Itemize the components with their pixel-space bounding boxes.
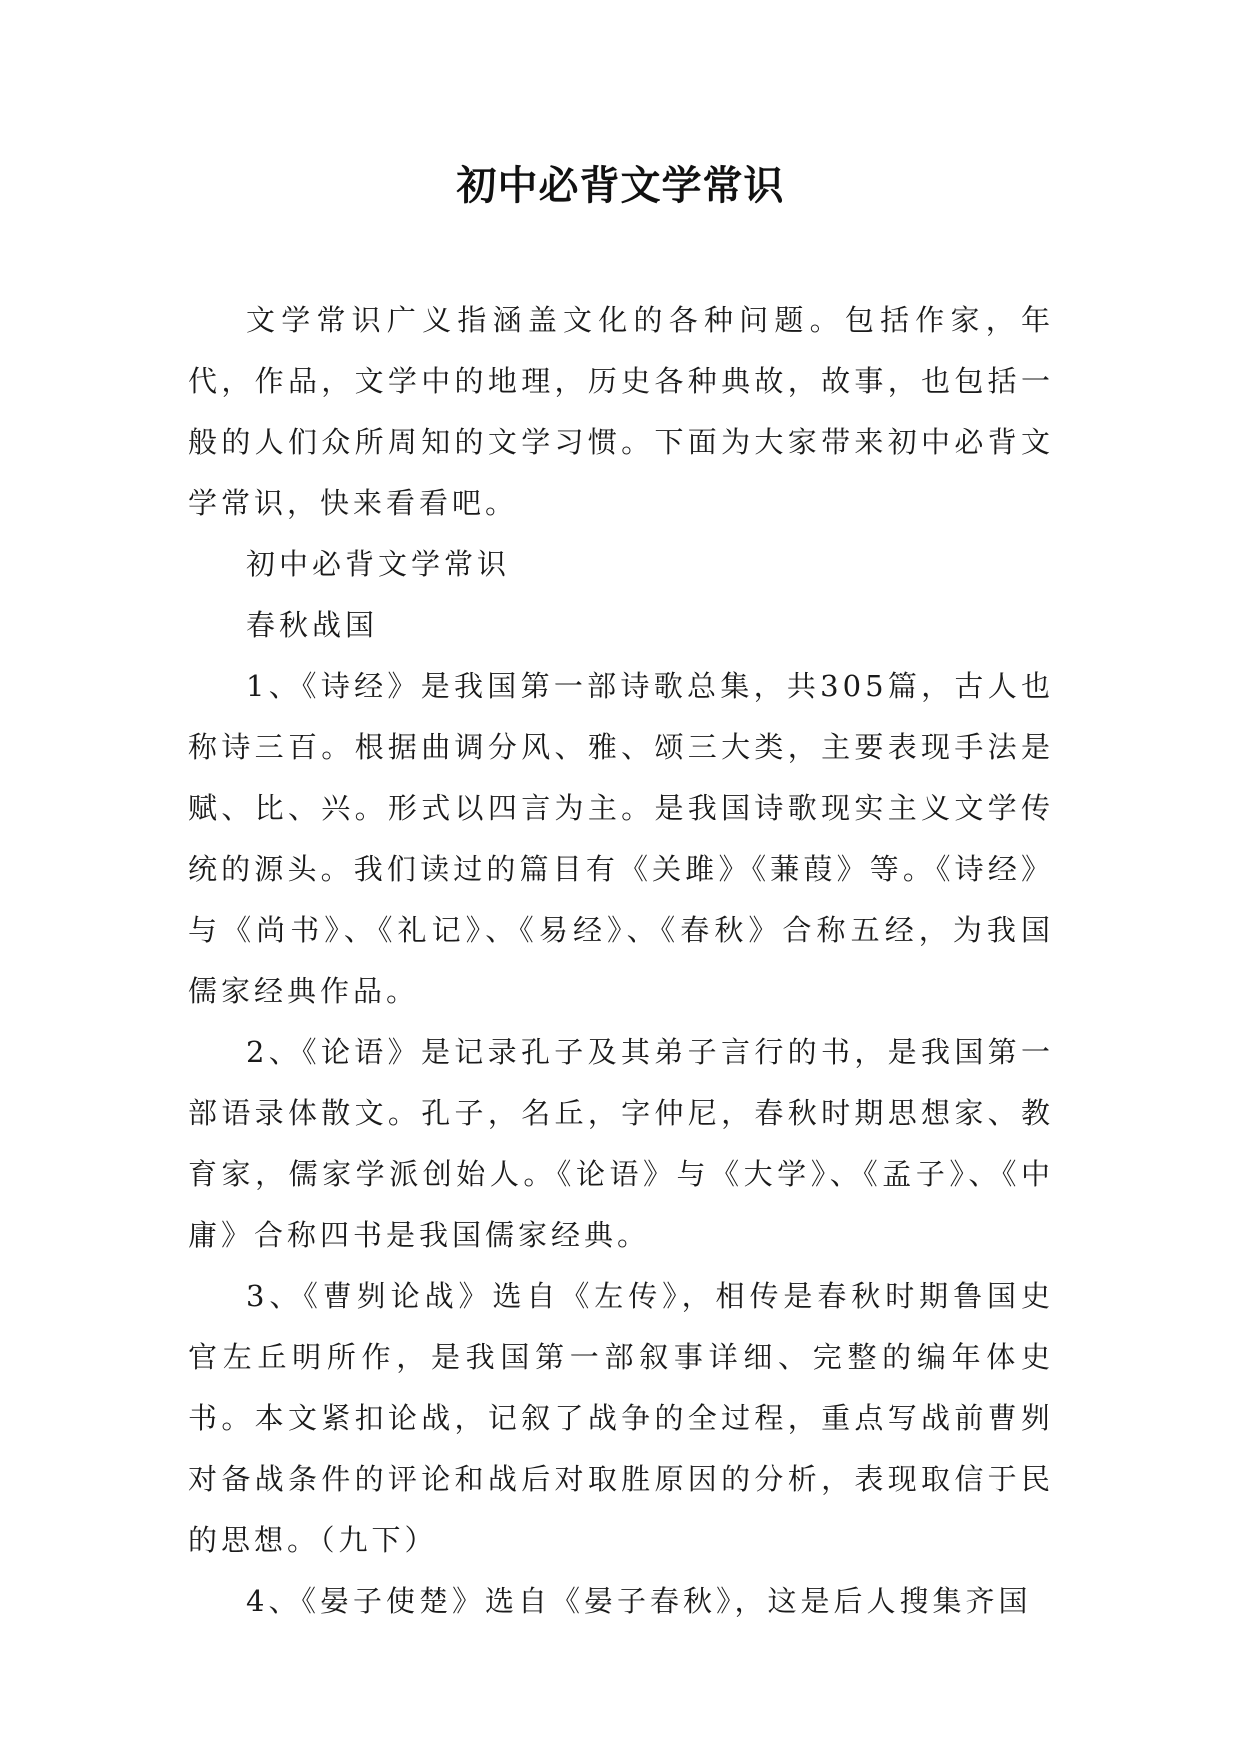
paragraph-section-heading: 春秋战国 [246,608,379,642]
paragraph-item-2: 2、《论语》是记录孔子及其弟子言行的书，是我国第一部语录体散文。孔子，名丘，字仲尼，春秋时期思想家、教育家，儒家学派创始人。《论语》与《大学》、《孟子》、《中庸》合称四书是我国儒家经典。 [188,1035,1054,1252]
document-title: 初中必背文学常识 [456,162,785,209]
paragraph-item-1: 1、《诗经》是我国第一部诗歌总集，共305篇，古人也称诗三百。根据曲调分风、雅、颂三大类，主要表现手法是赋、比、兴。形式以四言为主。是我国诗歌现实主义文学传统的源头。我们读过的篇目有《关雎》《蒹葭》等。《诗经》与《尚书》、《礼记》、《易经》、《春秋》合称五经，为我国儒家经典作品。 [188,669,1054,1008]
paragraph-item-3: 3、《曹刿论战》选自《左传》，相传是春秋时期鲁国史官左丘明所作，是我国第一部叙事详细、完整的编年体史书。本文紧扣论战，记叙了战争的全过程，重点写战前曹刿对备战条件的评论和战后对取胜原因的分析，表现取信于民的思想。（九下） [188,1279,1054,1557]
paragraph-item-4: 4、《晏子使楚》选自《晏子春秋》，这是后人搜集齐国 [246,1584,1032,1618]
paragraph-subheading: 初中必背文学常识 [246,547,511,581]
paragraph-intro: 文学常识广义指涵盖文化的各种问题。包括作家，年代，作品，文学中的地理，历史各种典故，故事，也包括一般的人们众所周知的文学习惯。下面为大家带来初中必背文学常识，快来看看吧。 [188,303,1054,520]
document-body [188,290,1054,1632]
